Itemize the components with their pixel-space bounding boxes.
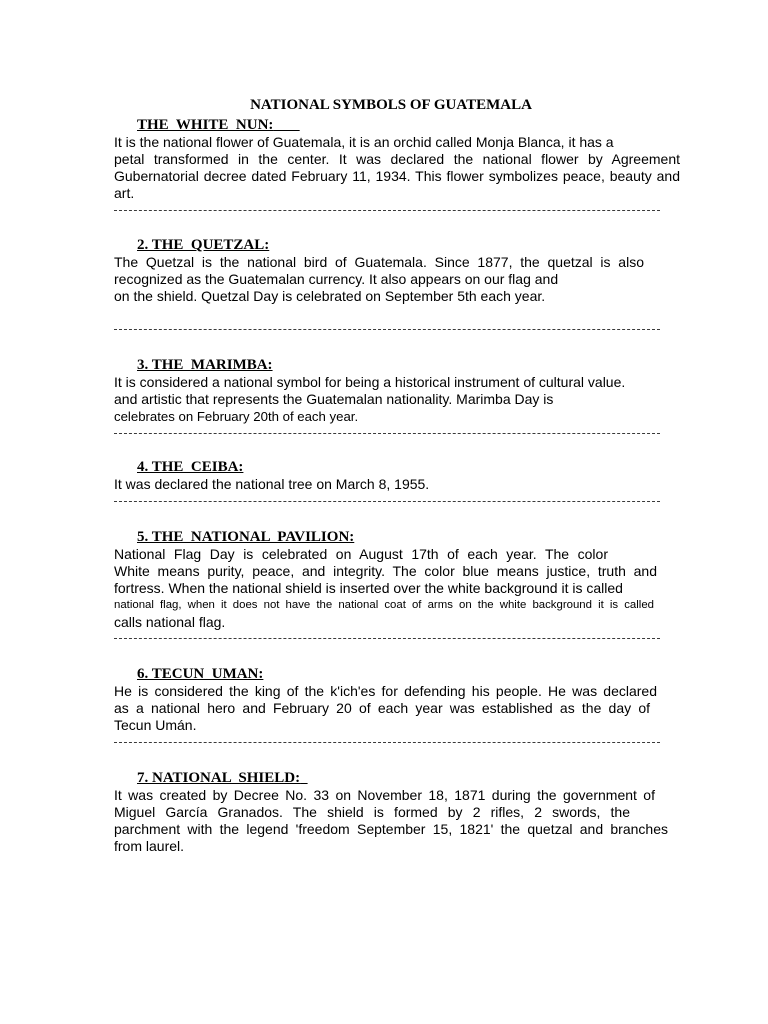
text-line: as a national hero and February 20 of each year was established as the day of — [114, 700, 650, 716]
section-text-tecun-uman — [114, 683, 680, 734]
section-heading-ceiba: 4. THE CEIBA: — [137, 459, 244, 475]
text-line: petal transformed in the center. It was declared the national flower by Agreement — [114, 151, 680, 167]
document-title: NATIONAL SYMBOLS OF GUATEMALA — [250, 97, 532, 113]
text-line: from laurel. — [114, 838, 185, 854]
text-line: National Flag Day is celebrated on August 17th of each year. The color — [114, 546, 608, 562]
section-divider — [114, 501, 660, 502]
text-line: and artistic that represents the Guatemalan nationality. Marimba Day is — [114, 391, 554, 407]
text-line: White means purity, peace, and integrity. The color blue means justice, truth and — [114, 563, 657, 579]
section-text-marimba — [114, 374, 680, 425]
text-line: recognized as the Guatemalan currency. It also appears on our flag and — [114, 271, 559, 287]
section-heading-tecun-uman: 6. TECUN UMAN: — [137, 666, 264, 682]
text-line: on the shield. Quetzal Day is celebrated on September 5th each year. — [114, 288, 546, 304]
text-line: parchment with the legend 'freedom September 15, 1821' the quetzal and branches — [114, 821, 668, 837]
section-heading-marimba: 3. THE MARIMBA: — [137, 357, 273, 373]
section-heading-national-pavilion: 5. THE NATIONAL PAVILION: — [137, 529, 355, 545]
text-line: fortress. When the national shield is inserted over the white background it is called — [114, 580, 623, 596]
section-heading-quetzal: 2. THE QUETZAL: — [137, 237, 270, 253]
section-divider — [114, 433, 660, 434]
text-line: He is considered the king of the k'ich'es for defending his people. He was declared — [114, 683, 657, 699]
text-line: Tecun Umán. — [114, 717, 197, 733]
section-divider — [114, 742, 660, 743]
text-line: It is the national flower of Guatemala, it is an orchid called Monja Blanca, it has a — [114, 134, 614, 150]
text-line: It was declared the national tree on March 8, 1955. — [114, 476, 430, 492]
section-divider — [114, 329, 660, 330]
text-line: It is considered a national symbol for being a historical instrument of cultural value. — [114, 374, 626, 390]
section-text-national-shield — [114, 787, 680, 855]
text-line: calls national flag. — [114, 614, 226, 630]
section-text-quetzal — [114, 254, 680, 305]
section-text-ceiba — [114, 476, 680, 493]
text-line: art. — [114, 185, 135, 201]
section-text-national-pavilion — [114, 546, 680, 631]
text-line: national flag, when it does not have the national coat of arms on the white background it is called — [114, 599, 654, 611]
section-divider — [114, 210, 660, 211]
section-text-white-nun — [114, 134, 680, 202]
text-line: celebrates on February 20th of each year. — [114, 409, 359, 424]
text-line: It was created by Decree No. 33 on November 18, 1871 during the government of — [114, 787, 655, 803]
section-heading-white-nun: THE WHITE NUN: — [137, 117, 274, 133]
section-heading-national-shield: 7. NATIONAL SHIELD: — [137, 770, 301, 786]
section-divider — [114, 638, 660, 639]
text-line: Gubernatorial decree dated February 11, 1934. This flower symbolizes peace, beauty and — [114, 168, 680, 184]
text-line: The Quetzal is the national bird of Guatemala. Since 1877, the quetzal is also — [114, 254, 644, 270]
text-line: Miguel García Granados. The shield is formed by 2 rifles, 2 swords, the — [114, 804, 630, 820]
